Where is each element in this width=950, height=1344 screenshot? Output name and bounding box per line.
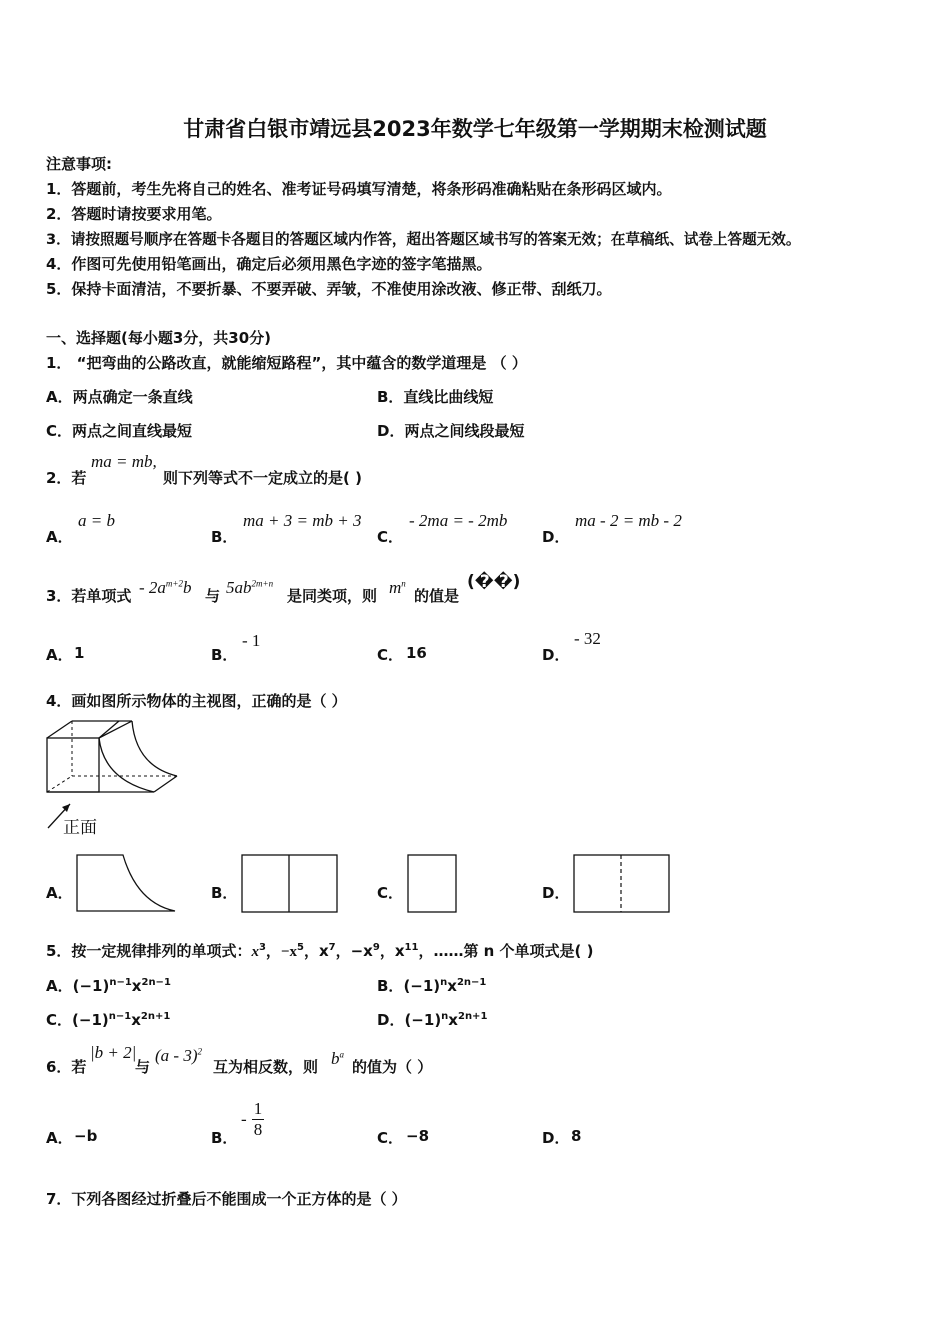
q5-label-d: D． (377, 1011, 405, 1029)
q5-seq-exp-11: 11 (404, 942, 419, 953)
q4-label-b: B． (211, 884, 238, 902)
q7-stem: 7．下列各图经过折叠后不能围成一个正方体的是（ ） (46, 1190, 407, 1208)
q3-term-2-base: 5ab (226, 578, 252, 597)
q6-label-b: B． (211, 1129, 238, 1147)
q5-a-base: (−1) (72, 977, 110, 995)
section-heading: 一、选择题(每小题3分，共30分) (46, 329, 272, 347)
q2-label-d: D． (542, 528, 570, 546)
q3-label-a: A． (46, 646, 73, 664)
q6-option-d: 8 (571, 1127, 582, 1145)
q5-seq-neg-x9: ，−x (335, 942, 373, 960)
q5-a-exp1: n−1 (109, 977, 132, 988)
q2-stem-post: 则下列等式不一定成立的是( ) (163, 469, 362, 487)
q5-a-exp2: 2n−1 (141, 977, 171, 988)
q6-stem-mid: 与 (135, 1058, 151, 1076)
q6-b-denominator: 8 (253, 1120, 263, 1139)
q6-square-base: (a - 3) (155, 1046, 198, 1065)
q3-label-c: C． (377, 646, 404, 664)
q5-c-base: (−1) (72, 1011, 109, 1029)
q5-stem-pre: 5．按一定规律排列的单项式： (46, 942, 252, 960)
q5-b-exp2: 2n−1 (456, 977, 487, 988)
q4-front-label: 正面 (63, 818, 97, 838)
q3-term-1-exp: m+2 (165, 578, 183, 589)
q4-option-b-figure[interactable] (240, 853, 340, 915)
q5-stem (46, 940, 594, 961)
q5-seq-x: x (251, 944, 259, 960)
notice-item-4: 4．作图可先使用铅笔画出，确定后必须用黑色字迹的签字笔描黑。 (46, 255, 492, 273)
q3-term-2-exp: 2m+n (251, 578, 274, 589)
q1-option-c: C．两点之间直线最短 (46, 422, 193, 440)
notice-item-1: 1．答题前，考生先将自己的姓名、准考证号码填写清楚，将条形码准确粘贴在条形码区域内。 (46, 180, 672, 198)
q6-stem-post: 互为相反数，则 (213, 1058, 319, 1076)
q6-power-exp: a (339, 1049, 344, 1060)
q5-b-base: (−1) (403, 977, 441, 995)
q5-option-a (46, 975, 171, 996)
q5-option-c (46, 1009, 170, 1030)
notice-heading: 注意事项: (46, 155, 112, 173)
q5-b-x: x (447, 977, 457, 995)
q6-power-expr (331, 1049, 344, 1069)
q2-label-a: A． (46, 528, 73, 546)
q6-option-c: −8 (406, 1127, 430, 1145)
q3-stem-pre: 3．若单项式 (46, 587, 132, 605)
q4-stem: 4．画如图所示物体的主视图，正确的是（ ） (46, 692, 347, 710)
q6-label-d: D． (542, 1129, 570, 1147)
q5-label-b: B． (377, 977, 404, 995)
q5-seq-x7: ，x (303, 942, 329, 960)
q3-stem-post2: 的值是 (414, 587, 460, 605)
q6-abs-expr: |b + 2| (90, 1043, 137, 1062)
q5-d-exp1: n (441, 1011, 449, 1022)
q4-option-c-figure[interactable] (406, 853, 460, 915)
q5-stem-post: ，……第 n 个单项式是( ) (418, 942, 594, 960)
q5-seq-neg-x: ，−x (265, 944, 297, 960)
q2-option-d: ma - 2 = mb - 2 (575, 511, 682, 530)
q6-stem-post2: 的值为（ ） (352, 1058, 433, 1076)
page-title: 甘肃省白银市靖远县2023年数学七年级第一学期期末检测试题 (183, 117, 767, 141)
q6-b-fraction (252, 1099, 265, 1140)
q4-label-a: A． (46, 884, 73, 902)
notice-item-5: 5．保持卡面清洁，不要折暴、不要弄破、弄皱，不准使用涂改液、修正带、刮纸刀。 (46, 280, 612, 298)
q3-label-d: D． (542, 646, 570, 664)
q5-d-x: x (448, 1011, 458, 1029)
q5-c-exp2: 2n+1 (140, 1011, 171, 1022)
q5-option-b (377, 975, 486, 996)
q6-b-numerator: 1 (253, 1099, 263, 1118)
q3-stem-mid: 与 (205, 587, 221, 605)
q6-square-expr (155, 1046, 202, 1066)
q6-stem-pre: 6．若 (46, 1058, 87, 1076)
q3-option-a: 1 (74, 644, 85, 662)
q4-option-d-figure[interactable] (572, 853, 672, 915)
q3-term-1-b: b (183, 578, 192, 597)
q6-power-base: b (331, 1049, 340, 1068)
q6-b-sign: - (241, 1109, 247, 1129)
q6-label-a: A． (46, 1129, 73, 1147)
q3-expr-mn (389, 578, 406, 598)
q1-stem: 1． “把弯曲的公路改直，就能缩短路程”，其中蕴含的数学道理是 （ ） (46, 354, 527, 372)
q3-stem-post: 是同类项，则 (287, 587, 378, 605)
q5-seq-exp-3: 3 (258, 942, 266, 953)
q3-paren: (��) (467, 572, 521, 592)
q5-seq-exp-5: 5 (296, 942, 304, 953)
q6-square-exp: 2 (197, 1046, 202, 1057)
q5-d-base: (−1) (404, 1011, 442, 1029)
q3-option-c: 16 (406, 644, 427, 662)
q5-seq-x11: ，x (379, 942, 405, 960)
q3-term-2 (226, 578, 273, 598)
q5-d-exp2: 2n+1 (457, 1011, 488, 1022)
q1-option-b: B．直线比曲线短 (377, 388, 494, 406)
q3-expr-m: m (389, 578, 402, 597)
q2-option-b: ma + 3 = mb + 3 (243, 511, 362, 530)
q2-condition: ma = mb, (91, 452, 157, 471)
q1-option-d: D．两点之间线段最短 (377, 422, 525, 440)
notice-item-2: 2．答题时请按要求用笔。 (46, 205, 222, 223)
q2-option-a: a = b (78, 511, 115, 530)
q3-term-1 (139, 578, 192, 598)
q5-seq-exp-9: 9 (372, 942, 380, 953)
q6-label-c: C． (377, 1129, 404, 1147)
q5-seq-exp-7: 7 (328, 942, 336, 953)
q2-label-c: C． (377, 528, 404, 546)
q3-option-d: - 32 (574, 629, 601, 648)
q5-a-x: x (131, 977, 142, 995)
q3-label-b: B． (211, 646, 238, 664)
q5-c-x: x (131, 1011, 141, 1029)
q1-option-a: A．两点确定一条直线 (46, 388, 193, 406)
q5-label-a: A． (46, 977, 73, 995)
q6-option-b (241, 1099, 264, 1140)
q3-expr-n: n (401, 578, 406, 589)
q4-label-c: C． (377, 884, 404, 902)
q3-term-1-base: - 2a (139, 578, 166, 597)
q3-option-b: - 1 (242, 631, 261, 650)
q2-option-c: - 2ma = - 2mb (409, 511, 508, 530)
q5-option-d (377, 1009, 487, 1030)
q6-option-a: −b (74, 1127, 98, 1145)
q5-label-c: C． (46, 1011, 73, 1029)
q2-stem-pre: 2．若 (46, 469, 87, 487)
q2-label-b: B． (211, 528, 238, 546)
q4-label-d: D． (542, 884, 570, 902)
q5-c-exp1: n−1 (108, 1011, 132, 1022)
q5-b-exp1: n (440, 977, 448, 988)
q4-option-a-figure[interactable] (75, 853, 180, 915)
notice-item-3: 3．请按照题号顺序在答题卡各题目的答题区域内作答，超出答题区域书写的答案无效；在草稿纸、试卷上答题无效。 (46, 231, 801, 248)
